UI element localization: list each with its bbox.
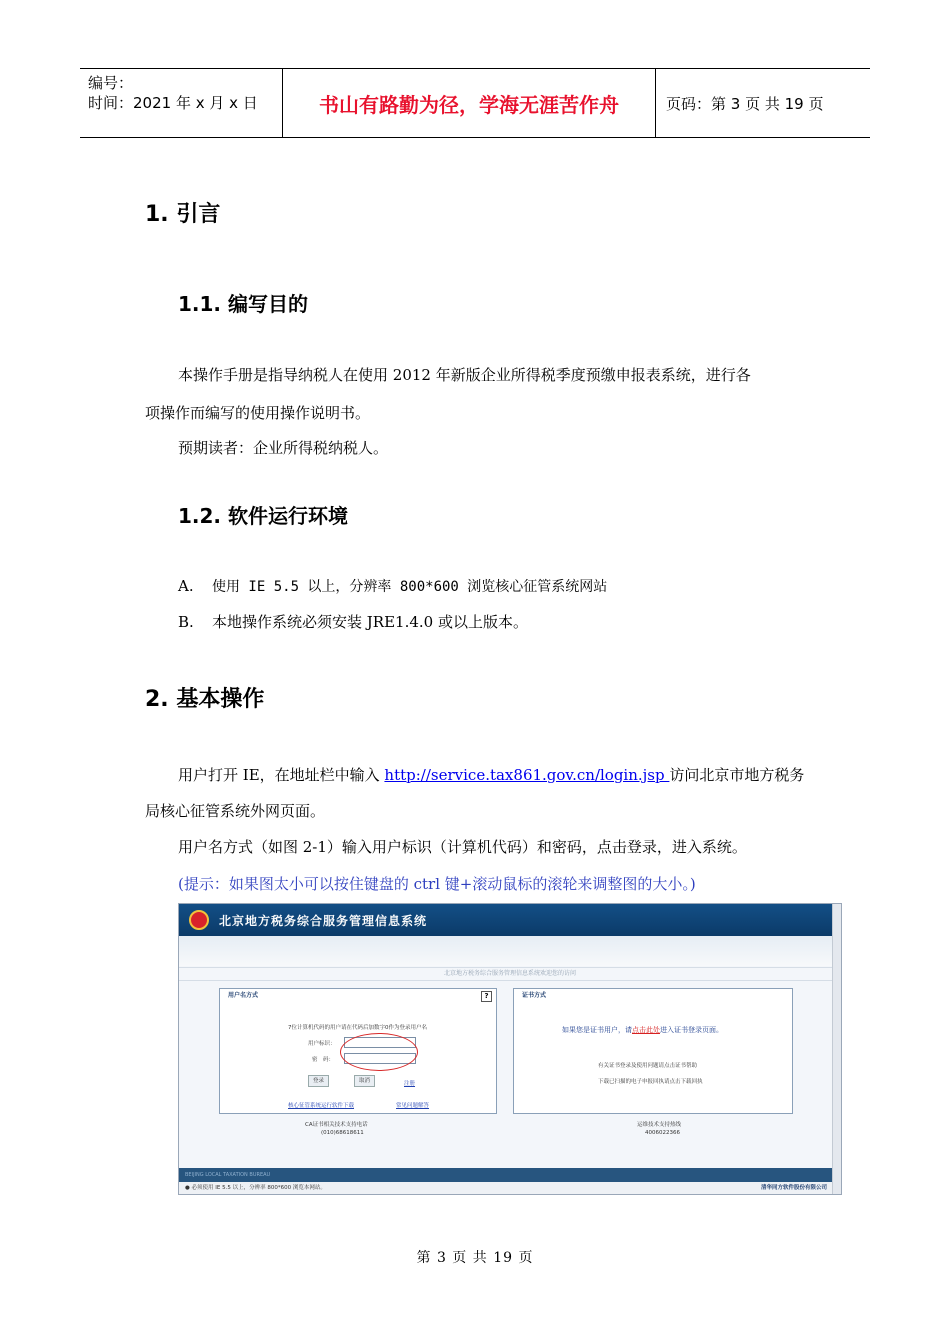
cancel-button[interactable]: 取消: [354, 1075, 375, 1087]
paragraph-readers: 预期读者：企业所得税纳税人。: [178, 439, 389, 457]
certificate-message: [562, 1025, 723, 1035]
header-motto: 书山有路勤为径，学海无涯苦作舟: [282, 69, 656, 137]
status-bar: [179, 1182, 841, 1194]
section-1-2-heading: 1.2. 软件运行环境: [178, 504, 348, 528]
screenshot-title-bar: [179, 904, 841, 936]
doc-date-label: 时间：2021 年 x 月 x 日: [88, 94, 258, 112]
help-icon[interactable]: ?: [481, 991, 492, 1002]
screenshot-title: 北京地方税务综合服务管理信息系统: [219, 913, 428, 928]
paragraph-purpose-line1: 本操作手册是指导纳税人在使用 2012 年新版企业所得税季度预缴申报表系统，进行各: [178, 366, 751, 384]
password-label: 密 码：: [312, 1057, 335, 1063]
status-text: ● 必须使用 IE 5.5 以上，分辨率 800*600 浏览本网站。: [185, 1185, 326, 1191]
highlight-oval: [340, 1033, 418, 1071]
list-item: [178, 611, 528, 632]
vendor-brand: 清华同方软件股份有限公司: [760, 1185, 827, 1191]
cert-msg-prefix: 如果您是证书用户，请: [562, 1026, 632, 1034]
software-download-link[interactable]: 核心征管系统运行软件下载: [288, 1103, 355, 1109]
paragraph-open-ie: [178, 764, 804, 785]
paragraph-open-ie-line2: 局核心征管系统外网页面。: [145, 802, 326, 820]
header-left-cell: [80, 69, 282, 137]
section-1-heading: 1. 引言: [145, 202, 221, 227]
list-item-label: B.: [178, 613, 194, 631]
list-item-label: A.: [178, 577, 194, 595]
user-id-label: 用户标识：: [308, 1041, 336, 1047]
ops-support-label: 运维技术支持热线: [637, 1122, 682, 1128]
tax-emblem-icon: [189, 910, 209, 930]
list-item-text: 使用 IE 5.5 以上，分辨率 800*600 浏览核心征管系统网站: [212, 579, 608, 595]
screenshot-subtitle: 北京地方税务综合服务管理信息系统欢迎您的访问: [179, 967, 841, 981]
list-item-text: 本地操作系统必须安装 JRE1.4.0 或以上版本。: [212, 613, 528, 631]
bottom-banner: BEIJING LOCAL TAXATION BUREAU: [179, 1168, 841, 1182]
tip-text: (提示：如果图太小可以按住键盘的 ctrl 键+滚动鼠标的滚轮来调整图的大小。): [178, 875, 696, 893]
faq-link[interactable]: 常见问题解答: [396, 1103, 430, 1109]
text-suffix: 访问北京市地方税务: [669, 766, 805, 784]
login-url-link[interactable]: http://service.tax861.gov.cn/login.jsp: [384, 766, 670, 784]
register-link[interactable]: 注册: [404, 1081, 416, 1087]
cert-msg-suffix: 进入证书登录页面。: [660, 1026, 723, 1034]
text-prefix: 用户打开 IE，在地址栏中输入: [178, 766, 385, 784]
header-page-label: 页码：第 3 页 共 19 页: [666, 94, 824, 113]
section-1-1-heading: 1.1. 编写目的: [178, 292, 308, 316]
certificate-help-line[interactable]: 有关证书登录及使用问题请点击证书帮助: [598, 1063, 698, 1069]
username-login-panel: [219, 988, 497, 1114]
paragraph-purpose-line2: 项操作而编写的使用操作说明书。: [145, 404, 371, 422]
login-instruction: 7位计算机代码的用户请在代码后加数字0作为登录用户名: [288, 1025, 428, 1031]
paragraph-login-method: 用户名方式（如图 2-1）输入用户标识（计算机代码）和密码，点击登录，进入系统。: [178, 838, 747, 856]
certificate-login-panel: [513, 988, 793, 1114]
ca-support-label: CA证书相关技术支持电话: [305, 1122, 368, 1128]
panel-heading: 证书方式: [522, 992, 547, 999]
page-header: [80, 68, 870, 138]
ops-support-phone: 4006022366: [645, 1130, 680, 1136]
login-button[interactable]: 登录: [308, 1075, 329, 1087]
page-footer: 第 3 页 共 19 页: [416, 1250, 534, 1266]
click-here-link[interactable]: 点击此处: [632, 1026, 660, 1034]
section-2-heading: 2. 基本操作: [145, 687, 265, 712]
receipt-download-line[interactable]: 下载已扫描的电子申报回执请点击下载回执: [598, 1079, 703, 1085]
screenshot-banner-strip: [179, 936, 841, 966]
screenshot-scrollbar[interactable]: [832, 904, 841, 1194]
doc-number-label: 编号：: [88, 74, 134, 92]
list-item: [178, 576, 607, 596]
login-page-screenshot: [178, 903, 842, 1195]
panel-heading: 用户名方式: [228, 992, 259, 999]
ca-support-phone: (010)68618611: [321, 1130, 364, 1136]
